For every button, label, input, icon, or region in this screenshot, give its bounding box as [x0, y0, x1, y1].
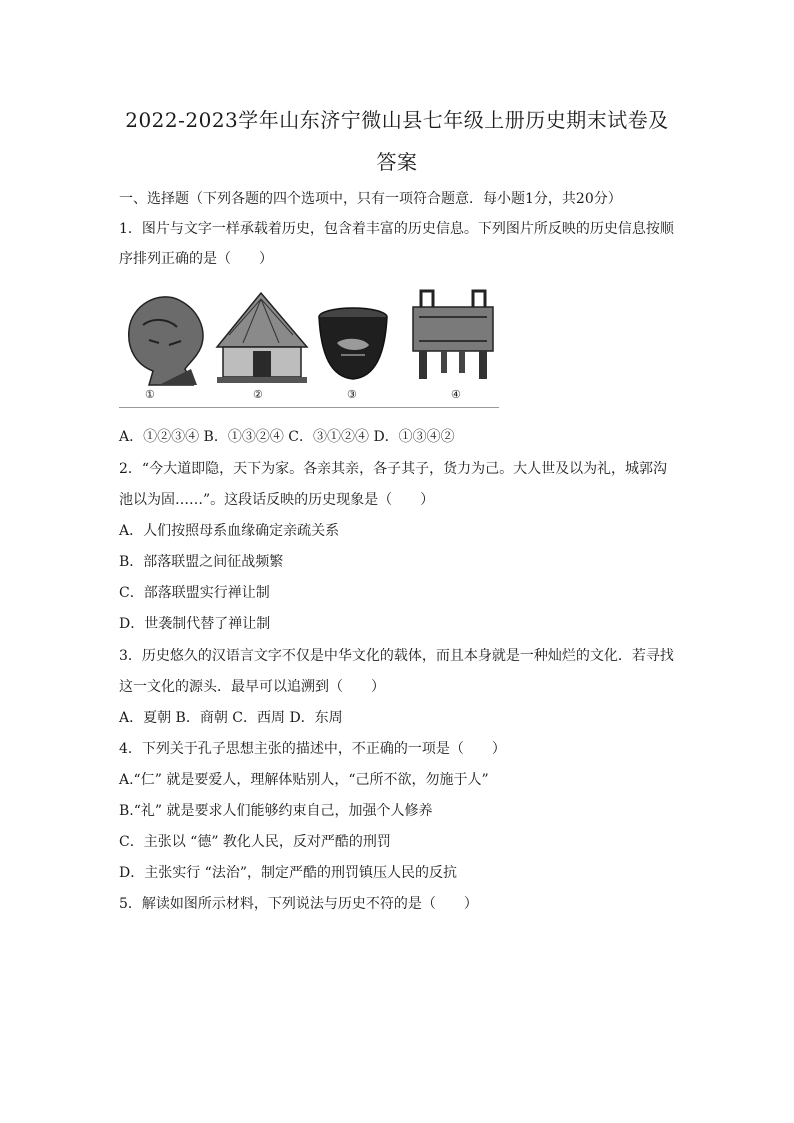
bust-image [129, 297, 203, 385]
q4-option-a: A.“仁” 就是要爱人，理解体贴别人，“己所不欲，勿施于人” [119, 772, 489, 788]
q4-option-c: C．主张以 “德” 教化人民，反对严酷的刑罚 [119, 834, 391, 850]
figure-divider [119, 407, 499, 408]
figure-label-1: ① [145, 388, 155, 401]
figure-label-4: ④ [451, 388, 461, 401]
q1-figure [119, 285, 499, 410]
q3-stem-line-2: 这一文化的源头．最早可以追溯到（ ） [119, 679, 385, 695]
q2-stem-line-1: 2．“今大道即隐，天下为家。各亲其亲，各子其子，货力为己。大人世及以为礼，城郭沟 [119, 461, 668, 477]
q3-options: A．夏朝 B．商朝 C．西周 D．东周 [119, 710, 343, 726]
q1-stem-line-1: 1．图片与文字一样承载着历史，包含着丰富的历史信息。下列图片所反映的历史信息按顺 [119, 221, 674, 237]
pottery-image [319, 308, 387, 379]
q2-stem-line-2: 池以为固……”。这段话反映的历史现象是（ ） [119, 492, 435, 508]
q5-stem: 5．解读如图所示材料，下列说法与历史不符的是（ ） [119, 896, 478, 912]
q2-option-d: D．世袭制代替了禅让制 [119, 616, 271, 632]
page-title-line-2: 答案 [376, 150, 418, 174]
figure-label-3: ③ [347, 388, 357, 401]
q1-stem-line-2: 序排列正确的是（ ） [119, 251, 273, 267]
q2-option-c: C．部落联盟实行禅让制 [119, 585, 270, 601]
q4-stem: 4．下列关于孔子思想主张的描述中，不正确的一项是（ ） [119, 741, 506, 757]
page-title-line-1: 2022-2023学年山东济宁微山县七年级上册历史期末试卷及 [125, 108, 669, 132]
q2-option-a: A．人们按照母系血缘确定亲疏关系 [119, 523, 340, 539]
figure-label-2: ② [253, 388, 263, 401]
section-heading: 一、选择题（下列各题的四个选项中，只有一项符合题意．每小题1分，共20分） [119, 191, 622, 207]
q3-stem-line-1: 3．历史悠久的汉语言文字不仅是中华文化的载体，而且本身就是一种灿烂的文化．若寻找 [119, 648, 674, 664]
hut-image [217, 293, 307, 383]
q4-option-d: D．主张实行 “法治”，制定严酷的刑罚镇压人民的反抗 [119, 865, 457, 881]
q1-options: A．①②③④ B．①③②④ C．③①②④ D．①③④② [119, 429, 455, 445]
q4-option-b: B.“礼” 就是要求人们能够约束自己，加强个人修养 [119, 803, 433, 819]
q1-figure-svg [119, 285, 499, 410]
ding-image [413, 291, 493, 379]
q2-option-b: B．部落联盟之间征战频繁 [119, 554, 284, 570]
